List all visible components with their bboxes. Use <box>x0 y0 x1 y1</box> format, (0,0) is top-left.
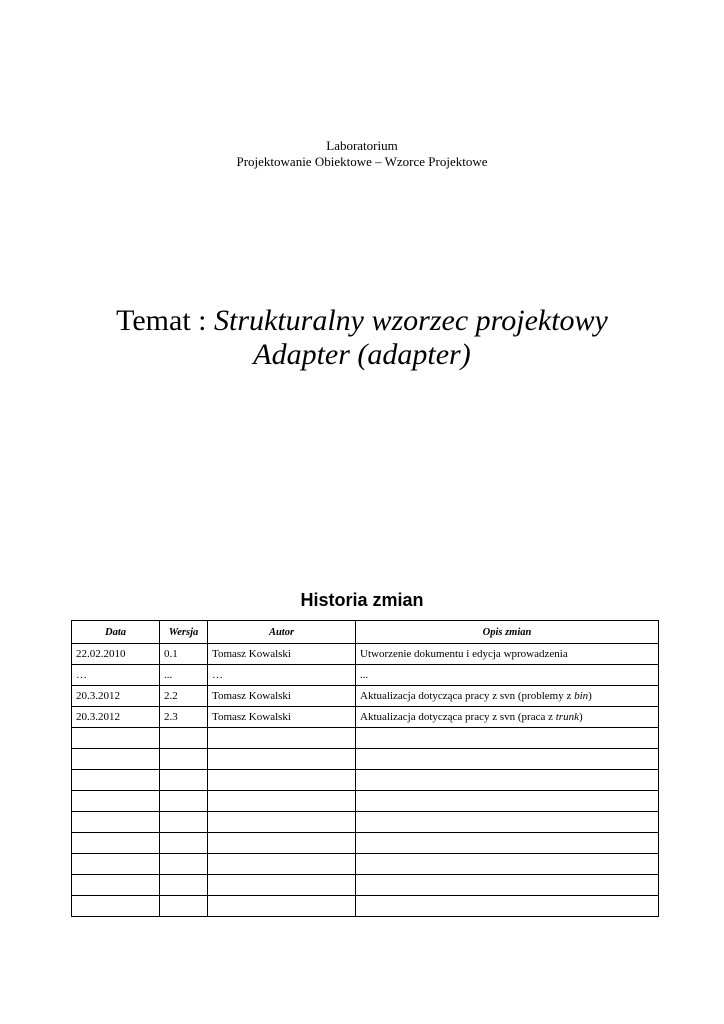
cell-author: Tomasz Kowalski <box>208 707 356 728</box>
empty-cell <box>356 812 659 833</box>
cell-version: ... <box>160 665 208 686</box>
topic-title <box>0 304 724 372</box>
desc-text: Aktualizacja dotycząca pracy z svn (praca z <box>360 711 556 723</box>
history-table <box>71 620 659 917</box>
cell-version: 2.2 <box>160 686 208 707</box>
empty-cell <box>72 812 160 833</box>
desc-end: ) <box>588 690 592 702</box>
topic-title-line-1: Strukturalny wzorzec projektowy <box>214 304 608 337</box>
empty-cell <box>208 854 356 875</box>
empty-cell <box>72 854 160 875</box>
cell-description <box>356 665 659 686</box>
empty-cell <box>160 770 208 791</box>
cell-description <box>356 686 659 707</box>
cell-description <box>356 644 659 665</box>
empty-cell <box>208 749 356 770</box>
empty-cell <box>160 875 208 896</box>
empty-cell <box>72 896 160 917</box>
column-header-date: Data <box>72 621 160 644</box>
desc-text: Utworzenie dokumentu i edycja wprowadzenia <box>360 648 568 660</box>
empty-cell <box>72 770 160 791</box>
topic-title-line-2: Adapter (adapter) <box>253 338 471 371</box>
column-header-description: Opis zmian <box>356 621 659 644</box>
cell-date: 20.3.2012 <box>72 686 160 707</box>
column-header-version: Wersja <box>160 621 208 644</box>
table-row-empty <box>72 728 659 749</box>
history-heading: Historia zmian <box>300 590 424 610</box>
empty-cell <box>160 854 208 875</box>
empty-cell <box>72 728 160 749</box>
empty-cell <box>356 749 659 770</box>
table-row-empty <box>72 833 659 854</box>
table-row-empty <box>72 896 659 917</box>
header-line-2: Projektowanie Obiektowe – Wzorce Projektowe <box>236 154 488 169</box>
empty-cell <box>160 833 208 854</box>
empty-cell <box>72 791 160 812</box>
empty-cell <box>160 749 208 770</box>
empty-cell <box>208 896 356 917</box>
empty-cell <box>160 812 208 833</box>
table-row-empty <box>72 854 659 875</box>
empty-cell <box>72 875 160 896</box>
empty-cell <box>356 854 659 875</box>
table-row <box>72 644 659 665</box>
history-header-row <box>72 621 659 644</box>
empty-cell <box>356 728 659 749</box>
empty-cell <box>356 833 659 854</box>
table-row <box>72 707 659 728</box>
cell-author: Tomasz Kowalski <box>208 686 356 707</box>
empty-cell <box>208 812 356 833</box>
desc-end: ) <box>578 711 583 723</box>
empty-cell <box>208 875 356 896</box>
empty-cell <box>160 728 208 749</box>
table-row-empty <box>72 812 659 833</box>
empty-cell <box>160 896 208 917</box>
desc-emphasis: bin <box>574 690 589 702</box>
table-row <box>72 686 659 707</box>
empty-cell <box>208 791 356 812</box>
empty-cell <box>356 791 659 812</box>
empty-cell <box>208 770 356 791</box>
column-header-author: Autor <box>208 621 356 644</box>
cell-version: 0.1 <box>160 644 208 665</box>
table-row <box>72 665 659 686</box>
empty-cell <box>160 791 208 812</box>
document-header <box>0 138 724 170</box>
table-row-empty <box>72 749 659 770</box>
empty-cell <box>208 833 356 854</box>
cell-version: 2.3 <box>160 707 208 728</box>
header-line-1: Laboratorium <box>326 138 398 153</box>
table-row-empty <box>72 791 659 812</box>
empty-cell <box>356 875 659 896</box>
table-row-empty <box>72 770 659 791</box>
empty-cell <box>208 728 356 749</box>
table-row-empty <box>72 875 659 896</box>
cell-author: … <box>208 665 356 686</box>
empty-cell <box>356 770 659 791</box>
cell-author: Tomasz Kowalski <box>208 644 356 665</box>
cell-date: … <box>72 665 160 686</box>
desc-emphasis: trunk <box>555 711 579 723</box>
topic-label: Temat : <box>116 304 215 337</box>
cell-date: 22.02.2010 <box>72 644 160 665</box>
desc-text: ... <box>360 669 369 681</box>
empty-cell <box>72 833 160 854</box>
cell-date: 20.3.2012 <box>72 707 160 728</box>
empty-cell <box>72 749 160 770</box>
empty-cell <box>356 896 659 917</box>
cell-description <box>356 707 659 728</box>
desc-text: Aktualizacja dotycząca pracy z svn (problemy z <box>360 690 575 702</box>
